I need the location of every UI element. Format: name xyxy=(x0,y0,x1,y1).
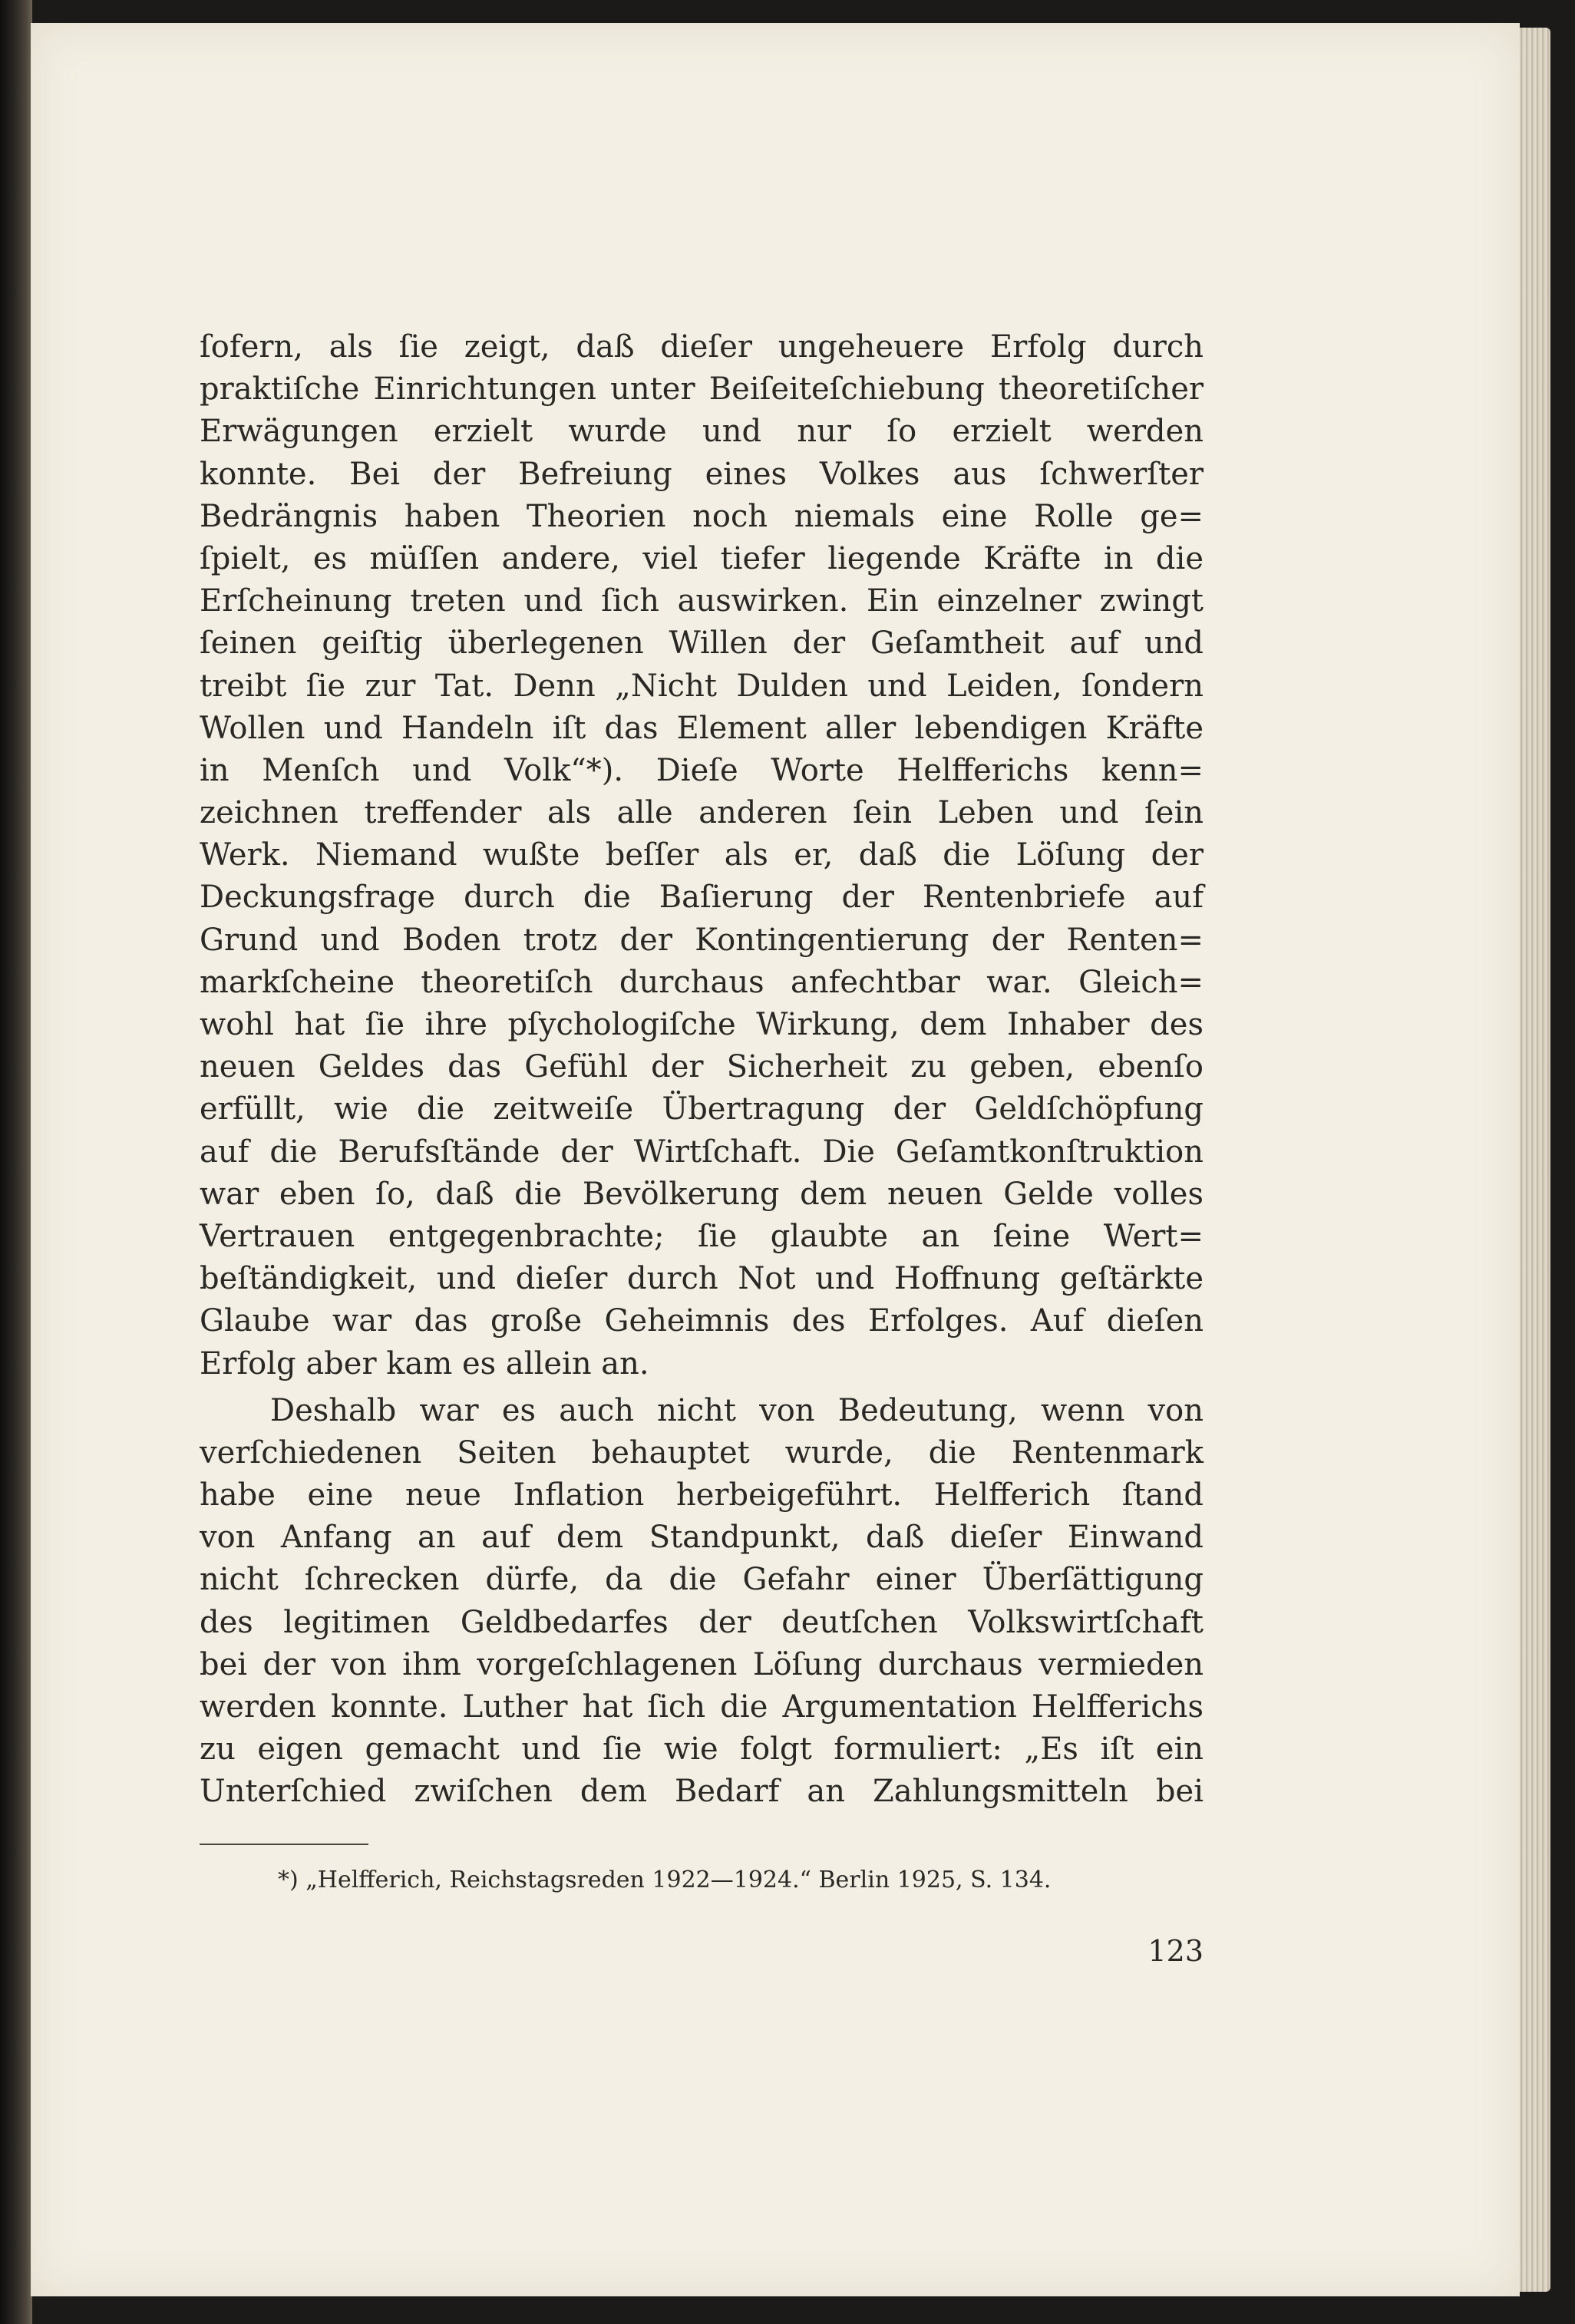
book-binding xyxy=(0,0,32,2324)
text-line: Grund und Boden trotz der Kontingentierung der Renten= xyxy=(200,922,1204,958)
body-text xyxy=(200,326,1204,1814)
text-line: Glaube war das große Geheimnis des Erfolges. Auf dieſen xyxy=(200,1303,1204,1339)
text-line: verſchiedenen Seiten behauptet wurde, die Rentenmark xyxy=(200,1434,1204,1471)
text-line: Vertrauen entgegenbrachte; ſie glaubte an ſeine Wert= xyxy=(200,1218,1204,1254)
text-line: beſtändigkeit, und dieſer durch Not und Hoffnung geſtärkte xyxy=(200,1261,1204,1297)
text-line: Erfolg aber kam es allein an. xyxy=(200,1345,649,1382)
footnote: *) „Helfferich, Reichstagsreden 1922—1924.“ Berlin 1925, S. 134. xyxy=(278,1867,1052,1893)
text-line: nicht ſchrecken dürfe, da die Gefahr einer Überſättigung xyxy=(200,1562,1204,1598)
text-line: ſeinen geiſtig überlegenen Willen der Geſamtheit auf und xyxy=(200,626,1204,662)
text-line: Wollen und Handeln iſt das Element aller lebendigen Kräfte xyxy=(200,710,1204,746)
text-line: auf die Berufsſtände der Wirtſchaft. Die Geſamtkonſtruktion xyxy=(200,1134,1204,1170)
text-line: Deshalb war es auch nicht von Bedeutung, wenn von xyxy=(270,1392,1204,1428)
text-line: Erwägungen erzielt wurde und nur ſo erzielt werden xyxy=(200,414,1204,450)
text-line: treibt ſie zur Tat. Denn „Nicht Dulden und Leiden, ſondern xyxy=(200,668,1204,704)
text-line: von Anfang an auf dem Standpunkt, daß dieſer Einwand xyxy=(200,1520,1204,1556)
text-line: ſofern, als ſie zeigt, daß dieſer ungeheuere Erfolg durch xyxy=(200,329,1204,365)
text-line: zu eigen gemacht und ſie wie folgt formuliert: „Es iſt ein xyxy=(200,1731,1204,1768)
text-line: ſpielt, es müſſen andere, viel tiefer liegende Kräfte in die xyxy=(200,540,1204,576)
text-line: Erſcheinung treten und ſich auswirken. Ein einzelner zwingt xyxy=(200,583,1204,619)
text-line: konnte. Bei der Befreiung eines Volkes aus ſchwerſter xyxy=(200,456,1204,492)
footnote-rule xyxy=(200,1844,368,1845)
text-line: bei der von ihm vorgeſchlagenen Löſung durchaus vermieden xyxy=(200,1646,1204,1682)
text-line: des legitimen Geldbedarfes der deutſchen Volkswirtſchaft xyxy=(200,1604,1204,1640)
text-line: Bedrängnis haben Theorien noch niemals eine Rolle ge= xyxy=(200,498,1204,534)
text-line: wohl hat ſie ihre pſychologiſche Wirkung, dem Inhaber des xyxy=(200,1007,1204,1042)
text-line: werden konnte. Luther hat ſich die Argumentation Helfferichs xyxy=(200,1689,1204,1725)
text-line: Werk. Niemand wußte beſſer als er, daß die Löſung der xyxy=(200,837,1204,873)
text-line: neuen Geldes das Gefühl der Sicherheit zu geben, ebenſo xyxy=(200,1049,1204,1085)
text-line: war eben ſo, daß die Bevölkerung dem neuen Gelde volles xyxy=(200,1176,1204,1212)
text-line: praktiſche Einrichtungen unter Beiſeiteſchiebung theoretiſcher xyxy=(200,371,1204,408)
text-line: erfüllt, wie die zeitweiſe Übertragung der Geldſchöpfung xyxy=(200,1091,1204,1127)
page-number: 123 xyxy=(1147,1934,1204,1968)
text-line: zeichnen treffender als alle anderen ſein Leben und ſein xyxy=(200,795,1204,831)
text-line: Unterſchied zwiſchen dem Bedarf an Zahlungsmitteln bei xyxy=(200,1774,1204,1810)
text-line: Deckungsfrage durch die Baſierung der Rentenbriefe auf xyxy=(200,880,1204,916)
text-line: in Menſch und Volk“*). Dieſe Worte Helfferichs kenn= xyxy=(200,752,1204,788)
book-page xyxy=(31,23,1520,2296)
text-line: habe eine neue Inflation herbeigeführt. Helfferich ſtand xyxy=(200,1477,1204,1514)
text-line: markſcheine theoretiſch durchaus anfechtbar war. Gleich= xyxy=(200,964,1204,1000)
